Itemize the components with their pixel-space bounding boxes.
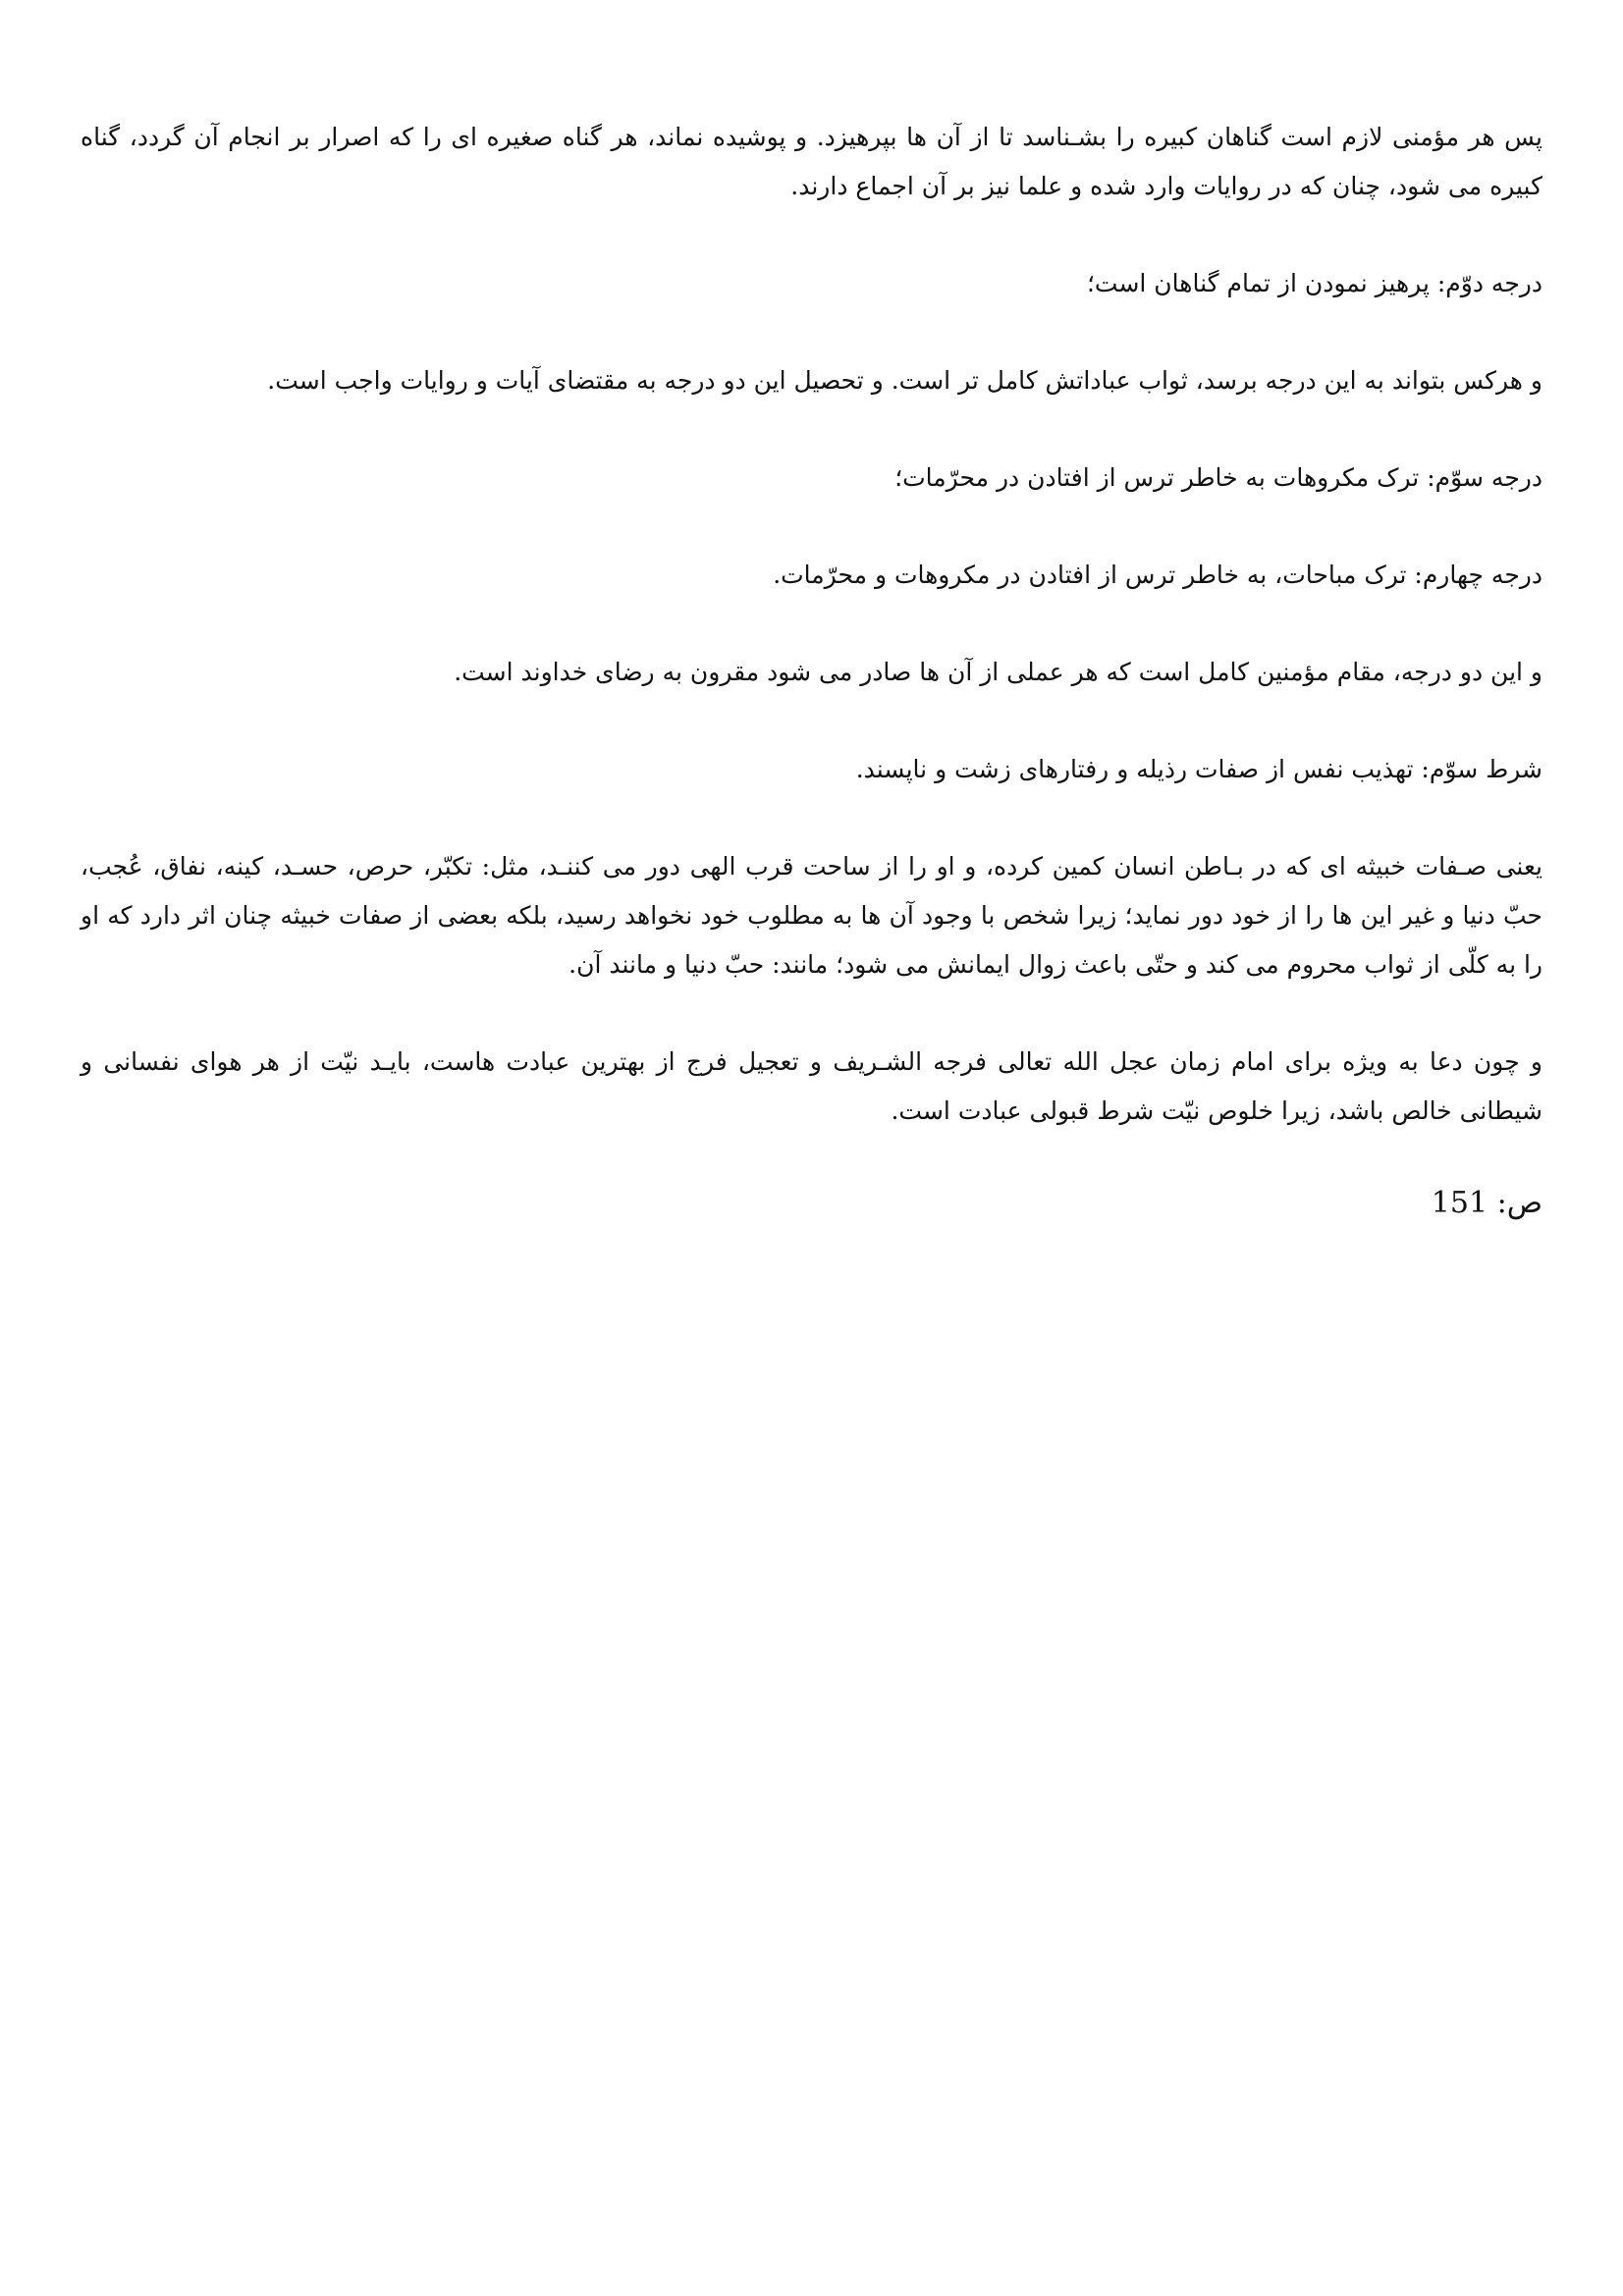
paragraph-sincere-intention: و چون دعا به ویژه برای امام زمان عجل الله تعالی فرجه الشـریف و تعجیل فرج از بهترین عبادت هاست، بایـد نیّت از هر هوای نفسانی و شیطانی خالص باشد، زیرا خلوص نیّت شرط قبولی عبادت است. <box>81 1047 1542 1125</box>
page-number-label: ص: <box>1496 1186 1542 1220</box>
paragraph-kabireh: پس هر مؤمنی لازم است گناهان کبیره را بشـناسد تا از آن ها بپرهیزد. و پوشیده نماند، هر گناه صغیره ای را که اصرار بر انجام آن گردد، گناه کبیره می شود، چنان که در روایات وارد شده و علما نیز بر آن اجماع دارند. <box>81 123 1542 200</box>
paragraph-third-degree: درجه سوّم: ترک مکروهات به خاطر ترس از افتادن در محرّمات؛ <box>894 463 1542 492</box>
paragraph-evil-traits: یعنی صـفات خبیثه ای که در بـاطن انسان کمین کرده، و او را از ساحت قرب الهی دور می کننـد، مثل: تکبّر، حرص، حسـد، کینه، نفاق، عُجب، حبّ دنیا و غیر این ها را از خود دور نماید؛ زیرا شخص با وجود آن ها به مطلوب خود نخواهد رسید، بلکه بعضی از صفات خبیثه چنان اثر دارد که او را به کلّی از ثواب محروم می کند و حتّی باعث زوال ایمانش می شود؛ مانند: حبّ دنیا و مانند آن. <box>81 852 1542 979</box>
document-body <box>81 113 1542 1223</box>
paragraph-fourth-degree: درجه چهارم: ترک مباحات، به خاطر ترس از افتادن در مکروهات و محرّمات. <box>773 561 1542 589</box>
paragraph-second-degree: درجه دوّم: پرهیز نمودن از تمام گناهان است؛ <box>1086 269 1542 297</box>
paragraph-third-condition: شرط سوّم: تهذیب نفس از صفات رذیله و رفتارهای زشت و ناپسند. <box>855 755 1542 783</box>
paragraph-perfect-believers: و این دو درجه، مقام مؤمنین کامل است که هر عملی از آن ها صادر می شود مقرون به رضای خداوند است. <box>454 658 1542 686</box>
page-number <box>81 1184 1542 1223</box>
paragraph-worship-complete: و هرکس بتواند به این درجه برسد، ثواب عباداتش کامل تر است. و تحصیل این دو درجه به مقتضای آیات و روایات واجب است. <box>267 366 1542 395</box>
page-number-value: 151 <box>1431 1186 1488 1220</box>
